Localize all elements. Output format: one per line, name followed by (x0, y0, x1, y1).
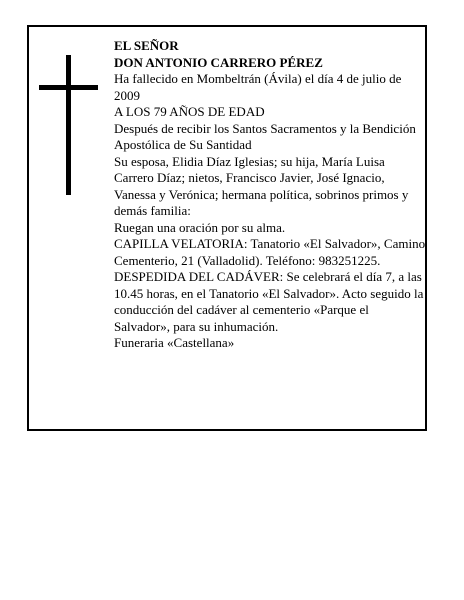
deceased-name: DON ANTONIO CARRERO PÉREZ (114, 54, 323, 70)
honorific: EL SEÑOR (114, 38, 179, 53)
death-announcement: Ha fallecido en Mombeltrán (Ávila) el día 4 de julio de 2009 (114, 71, 402, 103)
chapel-info: CAPILLA VELATORIA: Tanatorio «El Salvador», Camino Cementerio, 21 (Valladolid). Teléfono: 983251225. (114, 236, 426, 268)
cross-horizontal-bar (39, 85, 98, 90)
prayer-request: Ruegan una oración por su alma. (114, 219, 286, 235)
funeral-home: Funeraria «Castellana» (114, 335, 235, 350)
obituary-notice (27, 25, 427, 431)
cross-vertical-bar (66, 55, 71, 195)
farewell-info: DESPEDIDA DEL CADÁVER: Se celebrará el día 7, a las 10.45 horas, en el Tanatorio «El Salvador». Acto seguido la conducción del cadáver al cementerio «Parque el Salvador», para su inhumación. (114, 269, 424, 334)
sacraments-statement: Después de recibir los Santos Sacramentos y la Bendición Apostólica de Su Santidad (114, 120, 416, 152)
age-statement: A LOS 79 AÑOS DE EDAD (114, 104, 265, 119)
notice-content (114, 38, 427, 352)
family-list: Su esposa, Elidia Díaz Iglesias; su hija, María Luisa Carrero Díaz; nietos, Francisco Javier, José Ignacio, Vanessa y Verónica; hermana política, sobrinos primos y demás familia: (114, 153, 409, 218)
